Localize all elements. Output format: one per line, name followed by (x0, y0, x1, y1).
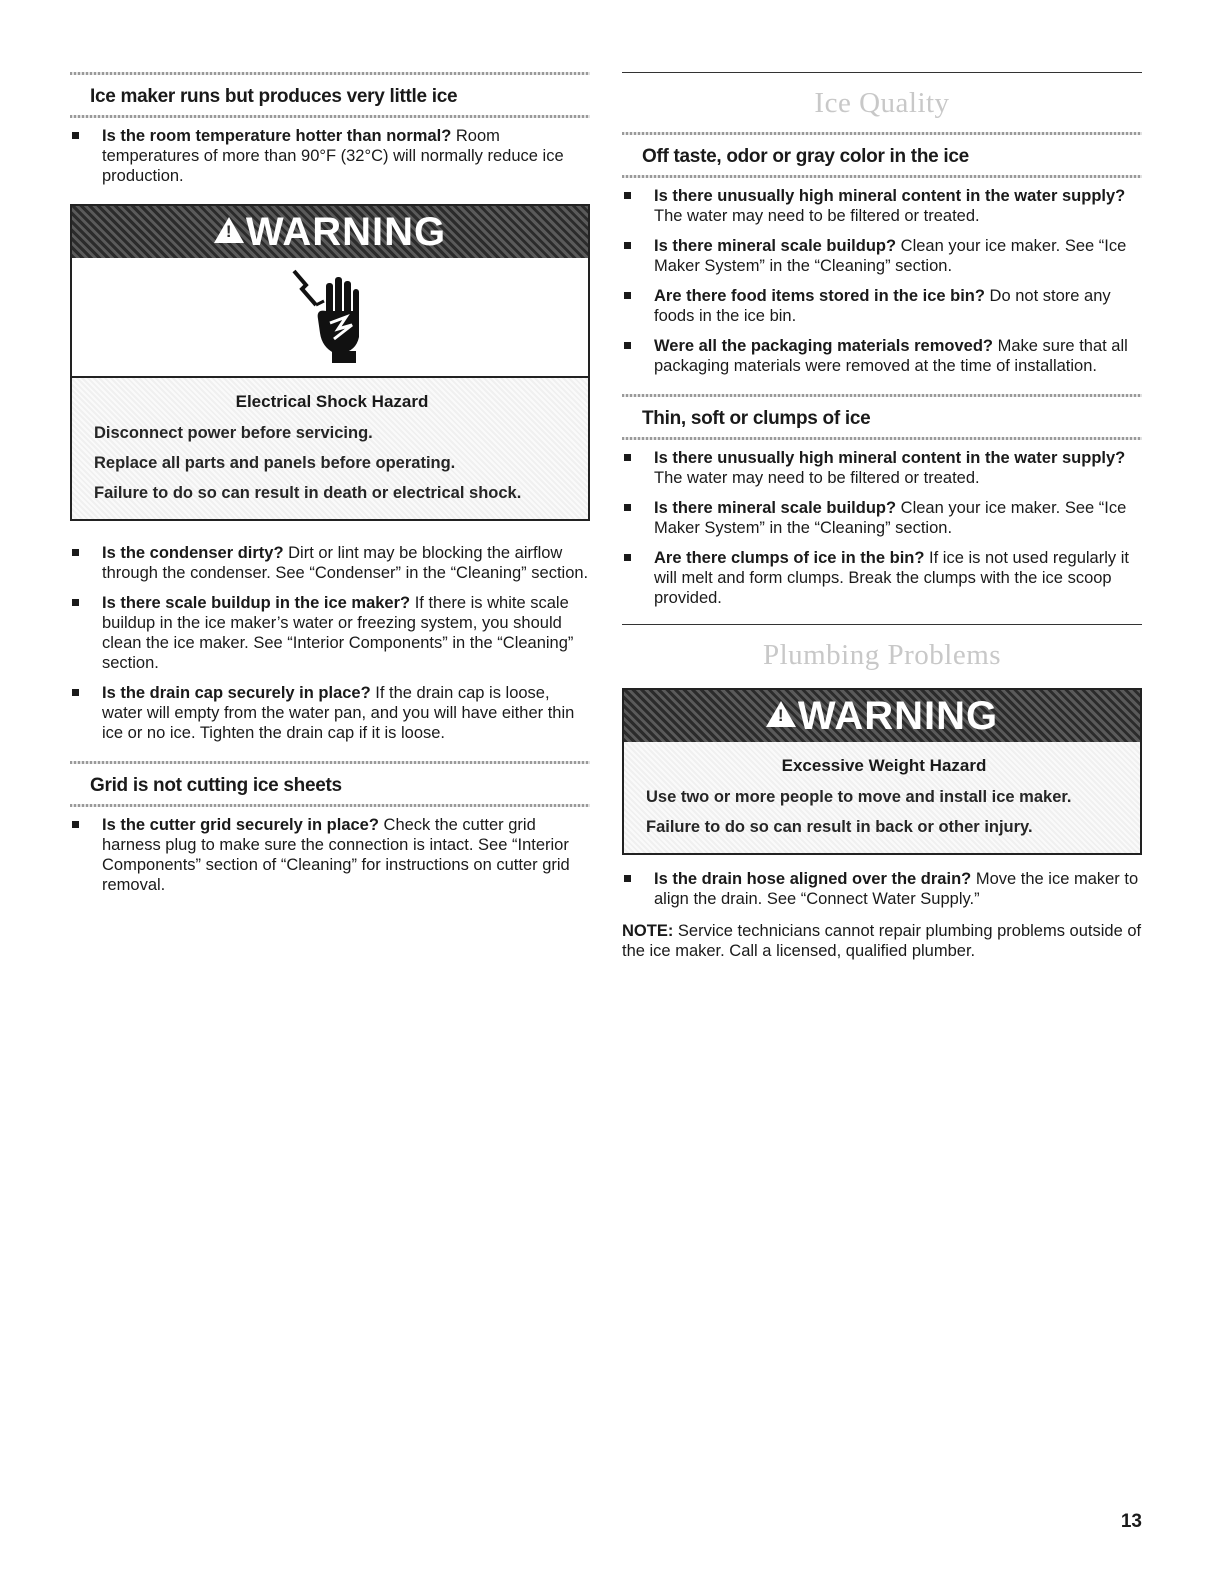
warning-line: Replace all parts and panels before operating. (94, 454, 456, 472)
heading-grid-not-cutting: Grid is not cutting ice sheets (70, 761, 590, 807)
section-title-ice-quality: Ice Quality (622, 72, 1142, 132)
list-item: Is the condenser dirty? Dirt or lint may be blocking the airflow through the condenser. See “Condenser” in the “Cleaning” section. (70, 543, 590, 583)
heading-thin-soft-clumps: Thin, soft or clumps of ice (622, 394, 1142, 440)
plumbing-note: NOTE: Service technicians cannot repair plumbing problems outside of the ice maker. Call a licensed, qualified plumber. (622, 922, 1142, 960)
hazard-title: Excessive Weight Hazard (781, 756, 987, 775)
alert-triangle-icon (766, 701, 796, 727)
left-column (70, 72, 590, 905)
page-number: 13 (1120, 1511, 1142, 1532)
shock-illustration (72, 258, 588, 378)
electric-shock-hand-icon (290, 267, 370, 367)
bullet-icon (624, 242, 631, 249)
section-title-plumbing: Plumbing Problems (622, 624, 1142, 684)
list-item: Is there unusually high mineral content in the water supply? The water may need to be filtered or treated. (622, 448, 1142, 488)
bullet-icon (624, 875, 631, 882)
right-column (622, 72, 1142, 961)
bullet-icon (72, 599, 79, 606)
list-item: Is the drain cap securely in place? If the drain cap is loose, water will empty from the water pan, and you will have either thin ice or no ice. Tighten the drain cap if it is loose. (70, 683, 590, 743)
bullet-icon (72, 132, 79, 139)
list-item: Are there food items stored in the ice bin? Do not store any foods in the ice bin. (622, 286, 1142, 326)
list-item: Is the room temperature hotter than normal? Room temperatures of more than 90°F (32°C) will normally reduce ice production. (70, 126, 590, 186)
list-item: Is there mineral scale buildup? Clean your ice maker. See “Ice Maker System” in the “Cleaning” section. (622, 498, 1142, 538)
warning-banner: ! WARNING (624, 690, 1140, 742)
electrical-shock-warning (70, 204, 590, 521)
warning-line: Use two or more people to move and install ice maker. (646, 788, 1072, 806)
list-item: Is there scale buildup in the ice maker? If there is white scale buildup in the ice maker’s water or freezing system, you should clean the ice maker. See “Interior Components” in the “Cleaning” section. (70, 593, 590, 673)
bullet-icon (624, 504, 631, 511)
list-item: Were all the packaging materials removed? Make sure that all packaging materials were removed at the time of installation. (622, 336, 1142, 376)
warning-line: Failure to do so can result in death or electrical shock. (94, 484, 522, 502)
list-item: Is the drain hose aligned over the drain? Move the ice maker to align the drain. See “Connect Water Supply.” (622, 869, 1142, 909)
bullet-icon (624, 454, 631, 461)
bullet-icon (624, 192, 631, 199)
alert-triangle-icon (214, 217, 244, 243)
bullet-icon (624, 292, 631, 299)
bullet-icon (72, 549, 79, 556)
warning-banner: ! WARNING (72, 206, 588, 258)
warning-line: Disconnect power before servicing. (94, 424, 373, 442)
bullet-icon (72, 689, 79, 696)
list-item: Is there mineral scale buildup? Clean your ice maker. See “Ice Maker System” in the “Cleaning” section. (622, 236, 1142, 276)
warning-line: Failure to do so can result in back or other injury. (646, 818, 1033, 836)
heading-little-ice: Ice maker runs but produces very little ice (70, 72, 590, 118)
list-item: Are there clumps of ice in the bin? If ice is not used regularly it will melt and form clumps. Break the clumps with the ice scoop provided. (622, 548, 1142, 608)
excessive-weight-warning (622, 688, 1142, 855)
bullet-icon (624, 554, 631, 561)
list-item: Is the cutter grid securely in place? Check the cutter grid harness plug to make sure the connection is intact. See “Interior Components” section of “Cleaning” for instructions on cutter grid removal. (70, 815, 590, 895)
bullet-icon (72, 821, 79, 828)
hazard-title: Electrical Shock Hazard (235, 392, 429, 411)
bullet-icon (624, 342, 631, 349)
list-item: Is there unusually high mineral content in the water supply? The water may need to be filtered or treated. (622, 186, 1142, 226)
heading-off-taste: Off taste, odor or gray color in the ice (622, 132, 1142, 178)
